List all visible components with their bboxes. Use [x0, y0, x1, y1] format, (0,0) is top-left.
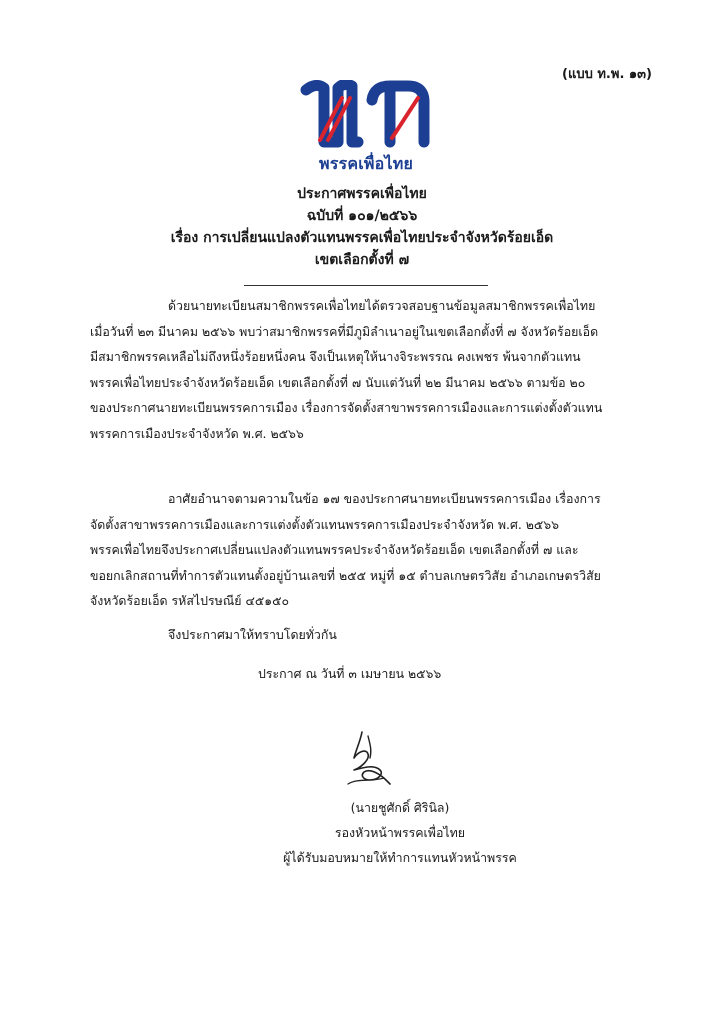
announcement-heading — [60, 183, 664, 271]
signatory-name: (นายชูศักดิ์ ศิรินิล) — [350, 800, 450, 815]
paragraph-2 — [90, 486, 664, 614]
paragraph-line: เมื่อวันที่ ๒๓ มีนาคม ๒๕๖๖ พบว่าสมาชิกพรรคที่มีภูมิลำเนาอยู่ในเขตเลือกตั้งที่ ๗ จังหวัดร้อยเอ็ด — [90, 323, 599, 339]
paragraph-line: จัดตั้งสาขาพรรคการเมืองและการแต่งตั้งตัวแทนพรรคการเมืองประจำจังหวัด พ.ศ. ๒๕๖๖ — [90, 516, 559, 532]
handwritten-signature — [340, 728, 396, 790]
heading-subject: เรื่อง การเปลี่ยนแปลงตัวแทนพรรคเพื่อไทยประจำจังหวัดร้อยเอ็ด — [170, 230, 554, 246]
heading-divider — [244, 285, 488, 286]
party-monogram-logo — [298, 80, 434, 152]
paragraph-line: ของประกาศนายทะเบียนพรรคการเมือง เรื่องการจัดตั้งสาขาพรรคการเมืองและการแต่งตั้งตัวแทน — [90, 400, 603, 415]
heading-title: ประกาศพรรคเพื่อไทย — [297, 186, 427, 202]
signatory-title: รองหัวหน้าพรรคเพื่อไทย — [334, 825, 466, 840]
paragraph-line: พรรคเพื่อไทยจึงประกาศเปลี่ยนแปลงตัวแทนพรรคประจำจังหวัดร้อยเอ็ด เขตเลือกตั้งที่ ๗ และ — [90, 542, 579, 557]
paragraph-line: จังหวัดร้อยเอ็ด รหัสไปรษณีย์ ๔๕๑๕๐ — [90, 593, 290, 608]
signatory-block — [250, 795, 550, 870]
party-name-logo-text: พรรคเพื่อไทย — [318, 154, 414, 173]
paragraph-line: ด้วยนายทะเบียนสมาชิกพรรคเพื่อไทยได้ตรวจสอบฐานข้อมูลสมาชิกพรรคเพื่อไทย — [168, 298, 596, 313]
form-code: (แบบ ท.พ. ๑๓) — [562, 67, 652, 82]
paragraph-line: มีสมาชิกพรรคเหลือไม่ถึงหนึ่งร้อยหนึ่งคน จึงเป็นเหตุให้นางจิระพรรณ คงเพชร พ้นจากตัวแทน — [90, 349, 581, 364]
heading-number: ฉบับที่ ๑๐๑/๒๕๖๖ — [306, 208, 418, 224]
paragraph-line: อาศัยอำนาจตามความในข้อ ๑๗ ของประกาศนายทะเบียนพรรคการเมือง เรื่องการ — [168, 491, 601, 506]
announcement-date: ประกาศ ณ วันที่ ๓ เมษายน ๒๕๖๖ — [258, 666, 442, 681]
paragraph-line: พรรคเพื่อไทยประจำจังหวัดร้อยเอ็ด เขตเลือกตั้งที่ ๗ นับแต่วันที่ ๒๒ มีนาคม ๒๕๖๖ ตามข้อ ๒๐ — [90, 374, 586, 390]
paragraph-line: ขอยกเลิกสถานที่ทำการตัวแทนตั้งอยู่บ้านเลขที่ ๒๕๕ หมู่ที่ ๑๕ ตำบลเกษตรวิสัย อำเภอเกษตรวิสัย — [90, 567, 601, 583]
party-logo — [298, 80, 434, 176]
notice-line: จึงประกาศมาให้ทราบโดยทั่วกัน — [168, 627, 337, 642]
signatory-authority: ผู้ได้รับมอบหมายให้ทำการแทนหัวหน้าพรรค — [283, 850, 517, 865]
paragraph-1 — [90, 293, 664, 446]
heading-district: เขตเลือกตั้งที่ ๗ — [314, 252, 410, 268]
paragraph-line: พรรคการเมืองประจำจังหวัด พ.ศ. ๒๕๖๖ — [90, 425, 304, 441]
